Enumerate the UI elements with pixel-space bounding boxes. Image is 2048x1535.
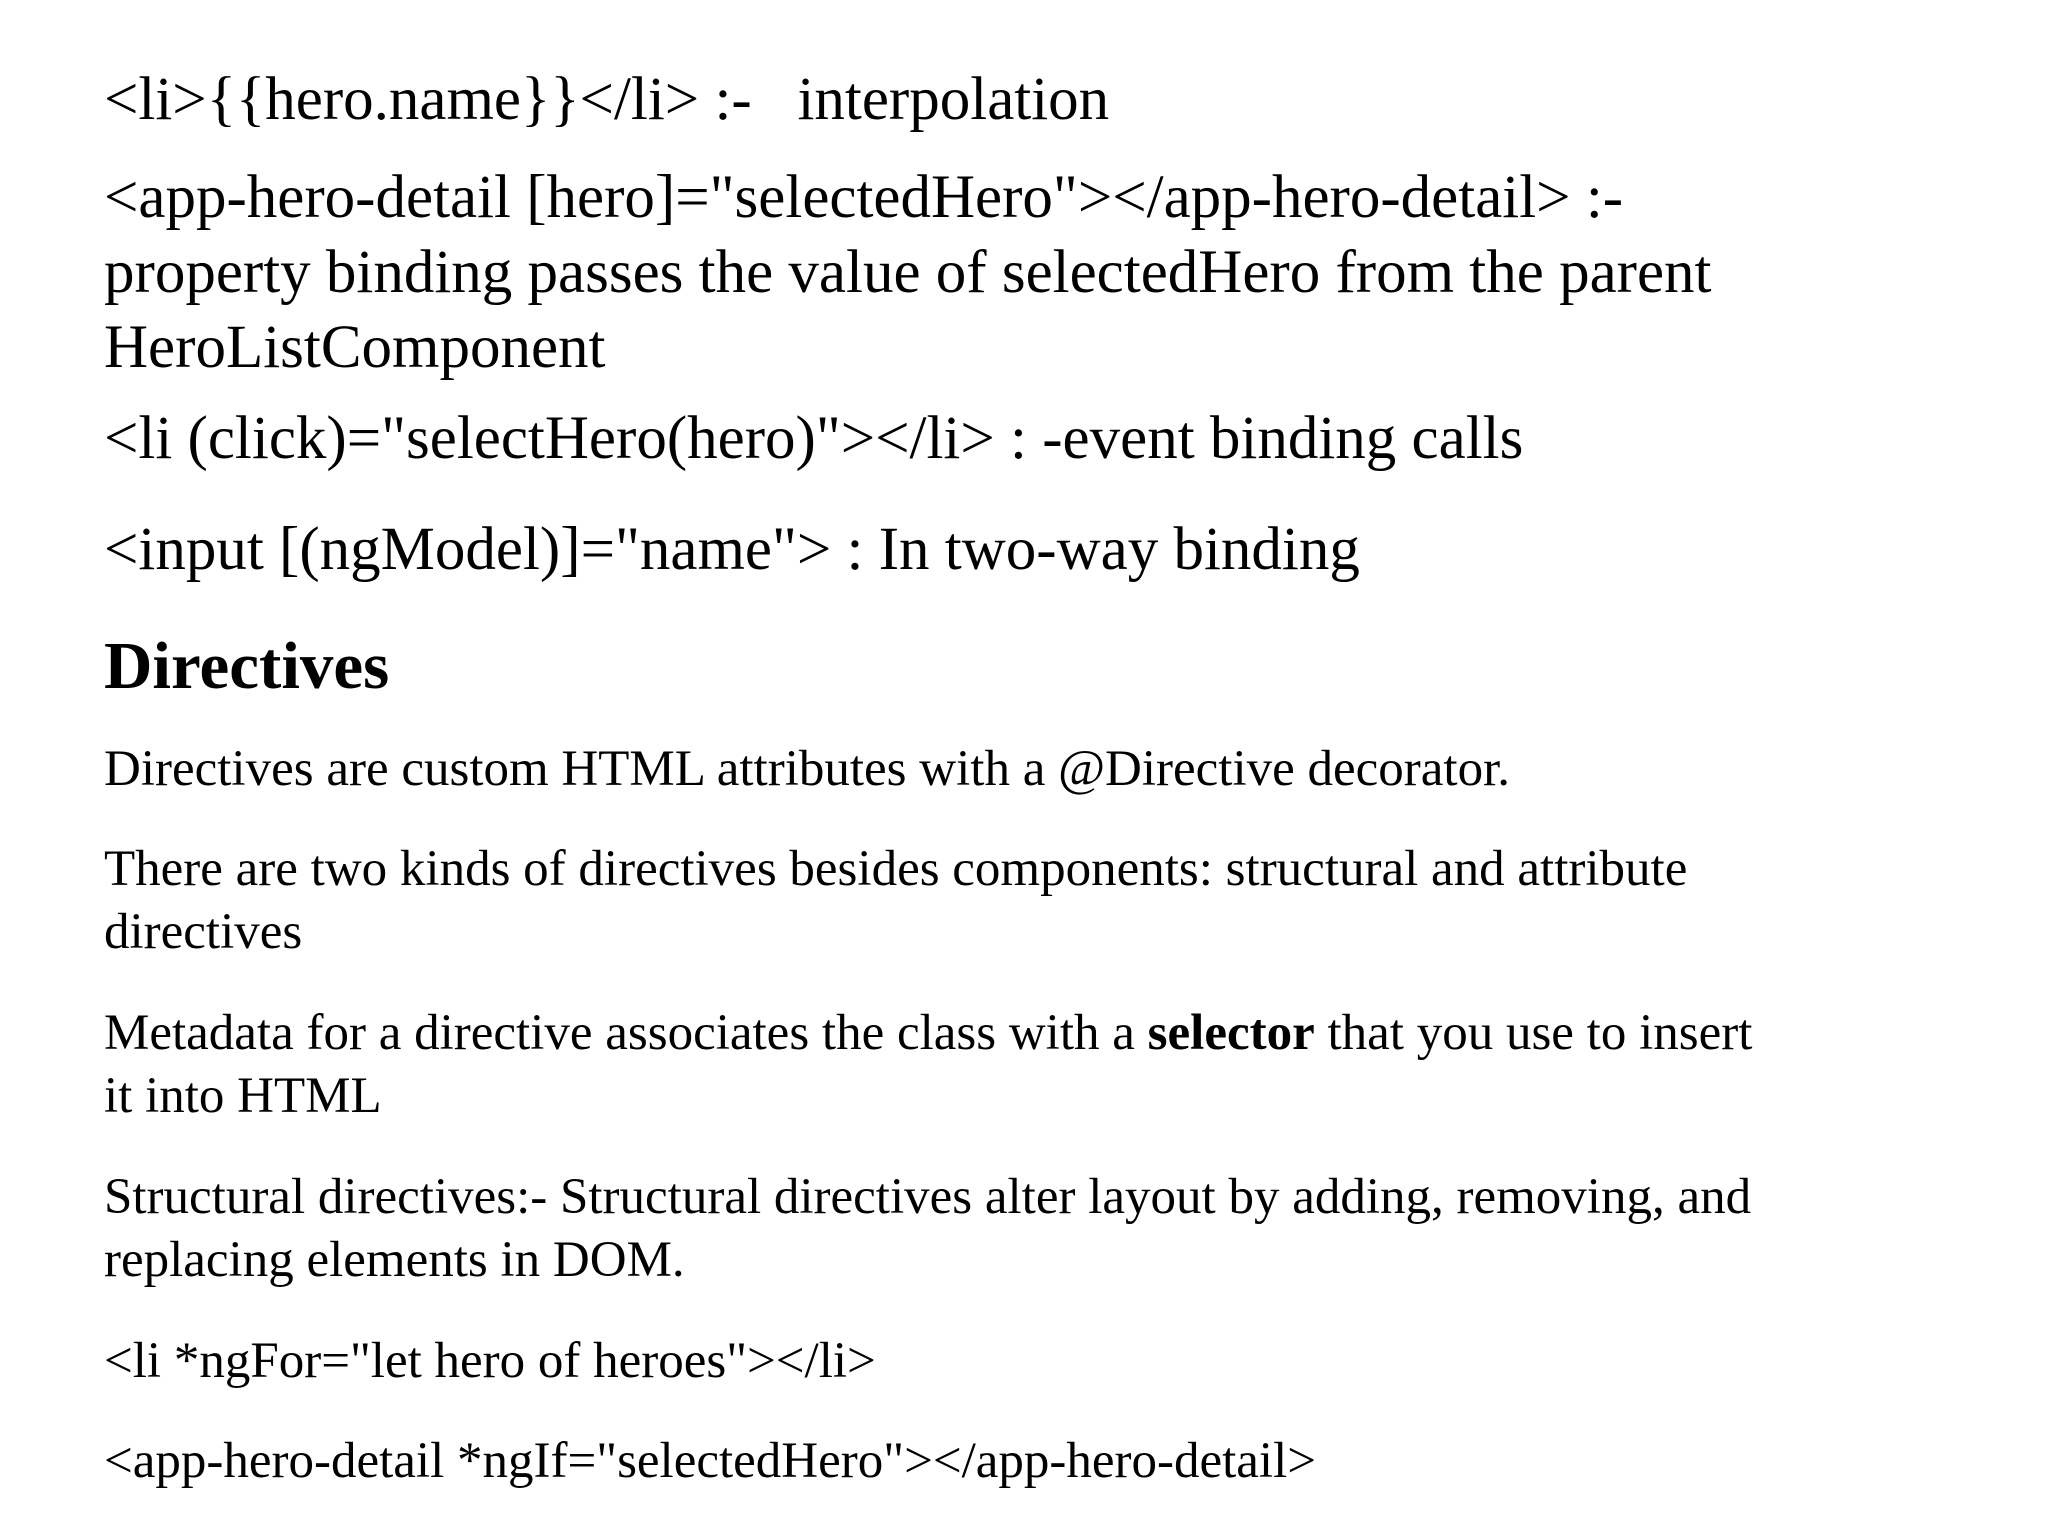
ngif-example: <app-hero-detail *ngIf="selectedHero"></app-hero-detail> bbox=[104, 1433, 1317, 1489]
selector-keyword: selector bbox=[1147, 1005, 1315, 1061]
directives-para-2-line2: directives bbox=[104, 904, 303, 960]
two-way-binding-desc: : In two-way binding bbox=[846, 516, 1360, 583]
directives-para-3-line2: it into HTML bbox=[104, 1068, 382, 1124]
para-3-text-after: that you use to insert bbox=[1327, 1005, 1753, 1061]
property-binding-desc-line1: property binding passes the value of selectedHero from the parent bbox=[104, 239, 1712, 306]
event-binding-desc: : -event binding calls bbox=[1010, 405, 1524, 472]
interpolation-desc: :- interpolation bbox=[714, 66, 1110, 133]
para-3-text-before: Metadata for a directive associates the class with a bbox=[104, 1005, 1135, 1061]
ngfor-example: <li *ngFor="let hero of heroes"></li> bbox=[104, 1333, 876, 1389]
property-binding-sep: :- bbox=[1585, 164, 1624, 231]
event-binding-line bbox=[104, 401, 1523, 477]
two-way-binding-code: <input [(ngModel)]="name"> bbox=[104, 516, 832, 583]
interpolation-line bbox=[104, 62, 1109, 138]
directives-para-1: Directives are custom HTML attributes with a @Directive decorator. bbox=[104, 741, 1511, 797]
interpolation-code: <li>{{hero.name}}</li> bbox=[104, 66, 700, 133]
directives-para-4-line1: Structural directives:- Structural directives alter layout by adding, removing, and bbox=[104, 1169, 1752, 1225]
directives-para-3-line1 bbox=[104, 1001, 1752, 1065]
directives-para-4-line2: replacing elements in DOM. bbox=[104, 1232, 685, 1288]
property-binding-line bbox=[104, 160, 1623, 236]
directives-para-2-line1: There are two kinds of directives besides components: structural and attribute bbox=[104, 841, 1688, 897]
property-binding-code: <app-hero-detail [hero]="selectedHero"></app-hero-detail> bbox=[104, 164, 1571, 231]
two-way-binding-line bbox=[104, 512, 1360, 588]
event-binding-code: <li (click)="selectHero(hero)"></li> bbox=[104, 405, 995, 472]
property-binding-desc-line2: HeroListComponent bbox=[104, 314, 606, 381]
section-heading-directives: Directives bbox=[104, 629, 390, 703]
